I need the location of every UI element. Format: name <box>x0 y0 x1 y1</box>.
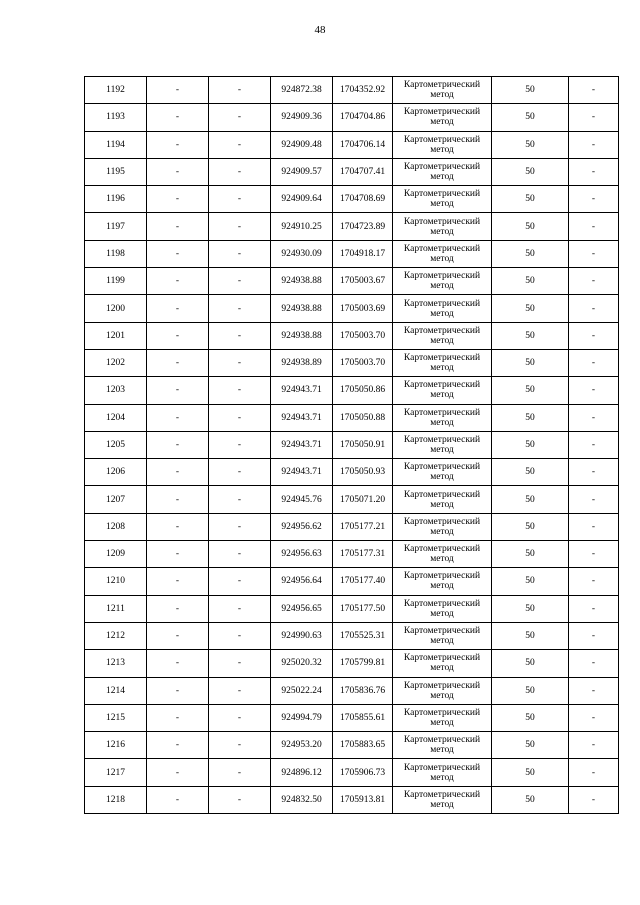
method-cell: Картометрический метод <box>393 131 492 158</box>
dash-cell-b: - <box>209 158 271 185</box>
dash-cell-b: - <box>209 295 271 322</box>
y-coordinate-cell: 1704918.17 <box>333 240 393 267</box>
dash-cell-a: - <box>147 213 209 240</box>
dash-cell-b: - <box>209 240 271 267</box>
note-cell: - <box>569 404 619 431</box>
y-coordinate-cell: 1704707.41 <box>333 158 393 185</box>
x-coordinate-cell: 924956.65 <box>271 595 333 622</box>
note-cell: - <box>569 595 619 622</box>
table-row <box>85 541 619 568</box>
method-cell: Картометрический метод <box>393 431 492 458</box>
note-cell: - <box>569 786 619 813</box>
y-coordinate-cell: 1705003.67 <box>333 268 393 295</box>
method-cell: Картометрический метод <box>393 377 492 404</box>
dash-cell-b: - <box>209 268 271 295</box>
y-coordinate-cell: 1705177.40 <box>333 568 393 595</box>
dash-cell-a: - <box>147 759 209 786</box>
accuracy-cell: 50 <box>492 595 569 622</box>
table-row <box>85 786 619 813</box>
note-cell: - <box>569 431 619 458</box>
x-coordinate-cell: 925022.24 <box>271 677 333 704</box>
accuracy-cell: 50 <box>492 568 569 595</box>
dash-cell-a: - <box>147 131 209 158</box>
dash-cell-b: - <box>209 677 271 704</box>
accuracy-cell: 50 <box>492 622 569 649</box>
x-coordinate-cell: 924872.38 <box>271 77 333 104</box>
dash-cell-a: - <box>147 595 209 622</box>
method-cell: Картометрический метод <box>393 213 492 240</box>
method-cell: Картометрический метод <box>393 486 492 513</box>
note-cell: - <box>569 704 619 731</box>
method-cell: Картометрический метод <box>393 240 492 267</box>
table-row <box>85 77 619 104</box>
table-row <box>85 568 619 595</box>
dash-cell-b: - <box>209 759 271 786</box>
method-cell: Картометрический метод <box>393 158 492 185</box>
point-number-cell: 1208 <box>85 513 147 540</box>
table-row <box>85 322 619 349</box>
dash-cell-a: - <box>147 158 209 185</box>
point-number-cell: 1216 <box>85 732 147 759</box>
method-cell: Картометрический метод <box>393 459 492 486</box>
table-row <box>85 131 619 158</box>
y-coordinate-cell: 1704723.89 <box>333 213 393 240</box>
point-number-cell: 1217 <box>85 759 147 786</box>
x-coordinate-cell: 924994.79 <box>271 704 333 731</box>
table-row <box>85 732 619 759</box>
y-coordinate-cell: 1704352.92 <box>333 77 393 104</box>
dash-cell-b: - <box>209 77 271 104</box>
x-coordinate-cell: 924943.71 <box>271 431 333 458</box>
dash-cell-a: - <box>147 677 209 704</box>
method-cell: Картометрический метод <box>393 404 492 431</box>
dash-cell-b: - <box>209 213 271 240</box>
note-cell: - <box>569 732 619 759</box>
accuracy-cell: 50 <box>492 104 569 131</box>
x-coordinate-cell: 925020.32 <box>271 650 333 677</box>
x-coordinate-cell: 924909.36 <box>271 104 333 131</box>
y-coordinate-cell: 1705836.76 <box>333 677 393 704</box>
table-row <box>85 513 619 540</box>
note-cell: - <box>569 568 619 595</box>
dash-cell-a: - <box>147 622 209 649</box>
point-number-cell: 1193 <box>85 104 147 131</box>
x-coordinate-cell: 924910.25 <box>271 213 333 240</box>
note-cell: - <box>569 541 619 568</box>
accuracy-cell: 50 <box>492 732 569 759</box>
method-cell: Картометрический метод <box>393 568 492 595</box>
accuracy-cell: 50 <box>492 186 569 213</box>
method-cell: Картометрический метод <box>393 677 492 704</box>
note-cell: - <box>569 650 619 677</box>
point-number-cell: 1204 <box>85 404 147 431</box>
method-cell: Картометрический метод <box>393 322 492 349</box>
y-coordinate-cell: 1705050.93 <box>333 459 393 486</box>
accuracy-cell: 50 <box>492 786 569 813</box>
table-row <box>85 486 619 513</box>
point-number-cell: 1195 <box>85 158 147 185</box>
x-coordinate-cell: 924909.48 <box>271 131 333 158</box>
y-coordinate-cell: 1705883.65 <box>333 732 393 759</box>
dash-cell-a: - <box>147 295 209 322</box>
x-coordinate-cell: 924938.88 <box>271 268 333 295</box>
table-row <box>85 104 619 131</box>
dash-cell-a: - <box>147 240 209 267</box>
dash-cell-b: - <box>209 349 271 376</box>
dash-cell-a: - <box>147 650 209 677</box>
table-body <box>85 77 619 814</box>
point-number-cell: 1192 <box>85 77 147 104</box>
y-coordinate-cell: 1705799.81 <box>333 650 393 677</box>
note-cell: - <box>569 622 619 649</box>
x-coordinate-cell: 924938.89 <box>271 349 333 376</box>
point-number-cell: 1212 <box>85 622 147 649</box>
point-number-cell: 1194 <box>85 131 147 158</box>
dash-cell-a: - <box>147 732 209 759</box>
note-cell: - <box>569 295 619 322</box>
x-coordinate-cell: 924943.71 <box>271 404 333 431</box>
note-cell: - <box>569 459 619 486</box>
accuracy-cell: 50 <box>492 268 569 295</box>
accuracy-cell: 50 <box>492 349 569 376</box>
dash-cell-b: - <box>209 595 271 622</box>
accuracy-cell: 50 <box>492 459 569 486</box>
note-cell: - <box>569 268 619 295</box>
accuracy-cell: 50 <box>492 213 569 240</box>
dash-cell-a: - <box>147 377 209 404</box>
dash-cell-b: - <box>209 131 271 158</box>
note-cell: - <box>569 104 619 131</box>
table-row <box>85 213 619 240</box>
dash-cell-a: - <box>147 704 209 731</box>
method-cell: Картометрический метод <box>393 650 492 677</box>
y-coordinate-cell: 1705003.70 <box>333 349 393 376</box>
x-coordinate-cell: 924956.64 <box>271 568 333 595</box>
note-cell: - <box>569 158 619 185</box>
point-number-cell: 1209 <box>85 541 147 568</box>
method-cell: Картометрический метод <box>393 349 492 376</box>
accuracy-cell: 50 <box>492 704 569 731</box>
dash-cell-a: - <box>147 349 209 376</box>
x-coordinate-cell: 924953.20 <box>271 732 333 759</box>
dash-cell-a: - <box>147 77 209 104</box>
y-coordinate-cell: 1704708.69 <box>333 186 393 213</box>
y-coordinate-cell: 1705525.31 <box>333 622 393 649</box>
x-coordinate-cell: 924990.63 <box>271 622 333 649</box>
table-row <box>85 459 619 486</box>
y-coordinate-cell: 1705003.70 <box>333 322 393 349</box>
method-cell: Картометрический метод <box>393 513 492 540</box>
dash-cell-a: - <box>147 104 209 131</box>
table-row <box>85 759 619 786</box>
method-cell: Картометрический метод <box>393 104 492 131</box>
accuracy-cell: 50 <box>492 77 569 104</box>
dash-cell-a: - <box>147 541 209 568</box>
dash-cell-a: - <box>147 268 209 295</box>
method-cell: Картометрический метод <box>393 268 492 295</box>
y-coordinate-cell: 1705050.86 <box>333 377 393 404</box>
table-row <box>85 595 619 622</box>
x-coordinate-cell: 924938.88 <box>271 322 333 349</box>
note-cell: - <box>569 513 619 540</box>
x-coordinate-cell: 924909.57 <box>271 158 333 185</box>
accuracy-cell: 50 <box>492 131 569 158</box>
y-coordinate-cell: 1704704.86 <box>333 104 393 131</box>
dash-cell-b: - <box>209 186 271 213</box>
table-row <box>85 431 619 458</box>
point-number-cell: 1196 <box>85 186 147 213</box>
point-number-cell: 1200 <box>85 295 147 322</box>
dash-cell-b: - <box>209 104 271 131</box>
table-row <box>85 650 619 677</box>
x-coordinate-cell: 924938.88 <box>271 295 333 322</box>
dash-cell-a: - <box>147 431 209 458</box>
method-cell: Картометрический метод <box>393 77 492 104</box>
point-number-cell: 1213 <box>85 650 147 677</box>
x-coordinate-cell: 924943.71 <box>271 459 333 486</box>
table-row <box>85 704 619 731</box>
table-row <box>85 377 619 404</box>
note-cell: - <box>569 349 619 376</box>
y-coordinate-cell: 1705177.31 <box>333 541 393 568</box>
dash-cell-b: - <box>209 459 271 486</box>
y-coordinate-cell: 1705177.21 <box>333 513 393 540</box>
x-coordinate-cell: 924956.62 <box>271 513 333 540</box>
y-coordinate-cell: 1705071.20 <box>333 486 393 513</box>
accuracy-cell: 50 <box>492 377 569 404</box>
dash-cell-a: - <box>147 186 209 213</box>
point-number-cell: 1218 <box>85 786 147 813</box>
dash-cell-a: - <box>147 459 209 486</box>
x-coordinate-cell: 924930.09 <box>271 240 333 267</box>
table-row <box>85 404 619 431</box>
point-number-cell: 1206 <box>85 459 147 486</box>
y-coordinate-cell: 1705855.61 <box>333 704 393 731</box>
dash-cell-b: - <box>209 486 271 513</box>
x-coordinate-cell: 924909.64 <box>271 186 333 213</box>
point-number-cell: 1197 <box>85 213 147 240</box>
point-number-cell: 1214 <box>85 677 147 704</box>
y-coordinate-cell: 1705050.88 <box>333 404 393 431</box>
x-coordinate-cell: 924896.12 <box>271 759 333 786</box>
point-number-cell: 1202 <box>85 349 147 376</box>
dash-cell-b: - <box>209 650 271 677</box>
x-coordinate-cell: 924943.71 <box>271 377 333 404</box>
dash-cell-b: - <box>209 541 271 568</box>
point-number-cell: 1203 <box>85 377 147 404</box>
table-row <box>85 158 619 185</box>
dash-cell-b: - <box>209 786 271 813</box>
method-cell: Картометрический метод <box>393 541 492 568</box>
dash-cell-a: - <box>147 568 209 595</box>
x-coordinate-cell: 924832.50 <box>271 786 333 813</box>
note-cell: - <box>569 486 619 513</box>
point-number-cell: 1205 <box>85 431 147 458</box>
point-number-cell: 1201 <box>85 322 147 349</box>
method-cell: Картометрический метод <box>393 186 492 213</box>
point-number-cell: 1199 <box>85 268 147 295</box>
point-number-cell: 1211 <box>85 595 147 622</box>
table-row <box>85 186 619 213</box>
x-coordinate-cell: 924945.76 <box>271 486 333 513</box>
table-row <box>85 622 619 649</box>
dash-cell-a: - <box>147 513 209 540</box>
dash-cell-a: - <box>147 486 209 513</box>
accuracy-cell: 50 <box>492 486 569 513</box>
y-coordinate-cell: 1705003.69 <box>333 295 393 322</box>
method-cell: Картометрический метод <box>393 595 492 622</box>
dash-cell-b: - <box>209 732 271 759</box>
dash-cell-b: - <box>209 568 271 595</box>
method-cell: Картометрический метод <box>393 786 492 813</box>
method-cell: Картометрический метод <box>393 732 492 759</box>
point-number-cell: 1207 <box>85 486 147 513</box>
table-row <box>85 295 619 322</box>
x-coordinate-cell: 924956.63 <box>271 541 333 568</box>
dash-cell-a: - <box>147 322 209 349</box>
y-coordinate-cell: 1704706.14 <box>333 131 393 158</box>
dash-cell-b: - <box>209 704 271 731</box>
dash-cell-b: - <box>209 377 271 404</box>
coordinates-table <box>84 76 619 814</box>
accuracy-cell: 50 <box>492 404 569 431</box>
dash-cell-b: - <box>209 404 271 431</box>
accuracy-cell: 50 <box>492 650 569 677</box>
dash-cell-a: - <box>147 404 209 431</box>
note-cell: - <box>569 759 619 786</box>
dash-cell-b: - <box>209 431 271 458</box>
table-row <box>85 677 619 704</box>
method-cell: Картометрический метод <box>393 295 492 322</box>
note-cell: - <box>569 322 619 349</box>
note-cell: - <box>569 77 619 104</box>
note-cell: - <box>569 186 619 213</box>
accuracy-cell: 50 <box>492 541 569 568</box>
y-coordinate-cell: 1705906.73 <box>333 759 393 786</box>
accuracy-cell: 50 <box>492 158 569 185</box>
method-cell: Картометрический метод <box>393 759 492 786</box>
accuracy-cell: 50 <box>492 295 569 322</box>
page-number: 48 <box>314 24 326 36</box>
note-cell: - <box>569 677 619 704</box>
point-number-cell: 1210 <box>85 568 147 595</box>
dash-cell-a: - <box>147 786 209 813</box>
y-coordinate-cell: 1705050.91 <box>333 431 393 458</box>
table-row <box>85 268 619 295</box>
accuracy-cell: 50 <box>492 431 569 458</box>
method-cell: Картометрический метод <box>393 622 492 649</box>
point-number-cell: 1198 <box>85 240 147 267</box>
y-coordinate-cell: 1705177.50 <box>333 595 393 622</box>
note-cell: - <box>569 213 619 240</box>
table-row <box>85 240 619 267</box>
note-cell: - <box>569 131 619 158</box>
method-cell: Картометрический метод <box>393 704 492 731</box>
accuracy-cell: 50 <box>492 677 569 704</box>
accuracy-cell: 50 <box>492 759 569 786</box>
note-cell: - <box>569 240 619 267</box>
dash-cell-b: - <box>209 513 271 540</box>
note-cell: - <box>569 377 619 404</box>
dash-cell-b: - <box>209 322 271 349</box>
accuracy-cell: 50 <box>492 240 569 267</box>
accuracy-cell: 50 <box>492 322 569 349</box>
dash-cell-b: - <box>209 622 271 649</box>
table-row <box>85 349 619 376</box>
accuracy-cell: 50 <box>492 513 569 540</box>
point-number-cell: 1215 <box>85 704 147 731</box>
y-coordinate-cell: 1705913.81 <box>333 786 393 813</box>
